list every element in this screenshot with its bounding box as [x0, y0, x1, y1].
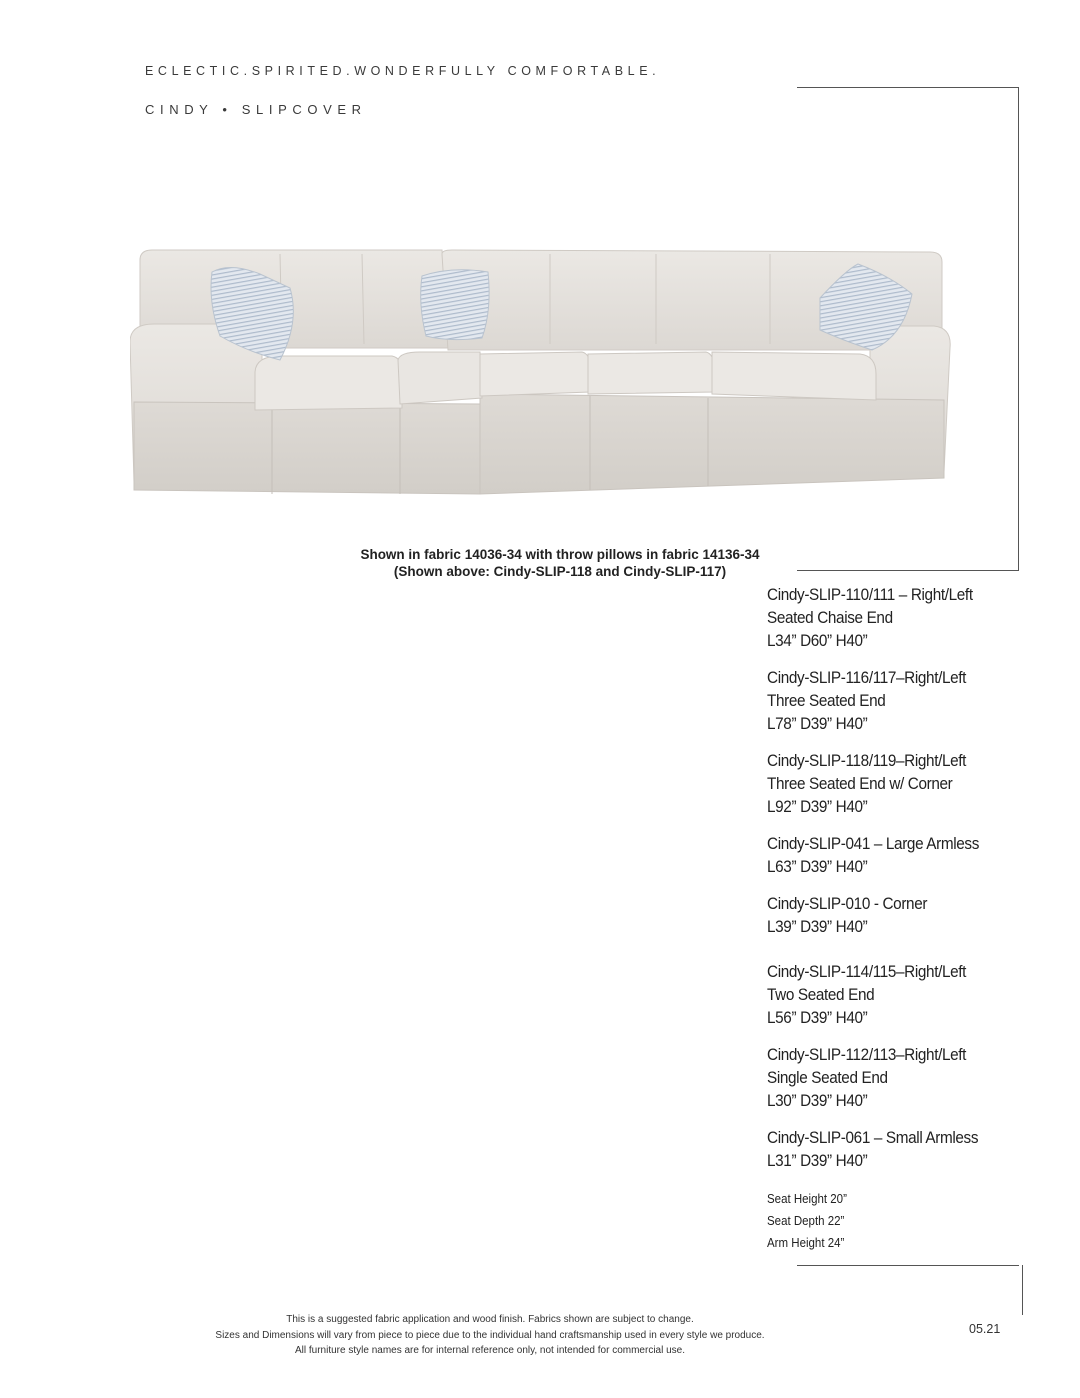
sectional-sofa-image	[130, 232, 960, 512]
spec-item	[767, 960, 966, 1029]
spec-dimensions: L39” D39” H40”	[767, 917, 868, 936]
spec-model: Cindy-SLIP-110/111 – Right/Left	[767, 585, 973, 604]
disclaimer-line: Sizes and Dimensions will vary from piece to piece due to the individual hand craftsmanship used in every style we produce.	[215, 1329, 765, 1341]
arm-height: Arm Height 24”	[767, 1236, 845, 1250]
top-frame-rule	[797, 87, 1019, 88]
seat-height: Seat Height 20”	[767, 1192, 847, 1206]
spec-model: Cindy-SLIP-112/113–Right/Left	[767, 1045, 967, 1064]
spec-description: Single Seated End	[767, 1068, 888, 1087]
spec-item	[767, 892, 927, 938]
spec-item	[767, 666, 966, 735]
spec-dimensions: L92” D39” H40”	[767, 797, 868, 816]
bottom-frame-rule	[797, 1265, 1019, 1266]
spec-item	[767, 583, 973, 652]
spec-model: Cindy-SLIP-116/117–Right/Left	[767, 668, 967, 687]
spec-dimensions: L63” D39” H40”	[767, 857, 868, 876]
footer-disclaimer	[200, 1312, 780, 1359]
spec-dimensions: L56” D39” H40”	[767, 1008, 868, 1027]
spec-dimensions: L34” D60” H40”	[767, 631, 868, 650]
spec-item	[767, 1043, 966, 1112]
spec-description: Three Seated End w/ Corner	[767, 774, 953, 793]
spec-description: Two Seated End	[767, 985, 875, 1004]
spec-model: Cindy-SLIP-118/119–Right/Left	[767, 751, 967, 770]
spec-model: Cindy-SLIP-010 - Corner	[767, 894, 928, 913]
disclaimer-line: All furniture style names are for internal reference only, not intended for commercial use.	[295, 1345, 685, 1356]
right-frame-rule-upper	[1018, 87, 1019, 570]
caption-models: (Shown above: Cindy-SLIP-118 and Cindy-SLIP-117)	[393, 564, 727, 579]
spec-description: Seated Chaise End	[767, 608, 893, 627]
spec-dimensions: L31” D39” H40”	[767, 1151, 868, 1170]
brand-tagline: ECLECTIC.SPIRITED.WONDERFULLY COMFORTABLE.	[145, 64, 661, 78]
spec-model: Cindy-SLIP-041 – Large Armless	[767, 834, 980, 853]
collection-title: CINDY • SLIPCOVER	[145, 102, 367, 117]
spec-dimensions: L30” D39” H40”	[767, 1091, 868, 1110]
photo-caption	[260, 546, 860, 580]
right-frame-rule-lower	[1022, 1265, 1023, 1315]
spec-item	[767, 749, 966, 818]
revision-date: 05.21	[969, 1322, 1001, 1336]
caption-fabric: Shown in fabric 14036-34 with throw pillows in fabric 14136-34	[360, 547, 760, 562]
seat-measurements	[767, 1188, 847, 1254]
spec-item	[767, 1126, 978, 1172]
spec-model: Cindy-SLIP-114/115–Right/Left	[767, 962, 967, 981]
disclaimer-line: This is a suggested fabric application and wood finish. Fabrics shown are subject to change.	[286, 1314, 694, 1325]
spec-item	[767, 832, 979, 878]
seat-depth: Seat Depth 22”	[767, 1214, 845, 1228]
spec-model: Cindy-SLIP-061 – Small Armless	[767, 1128, 979, 1147]
spec-dimensions: L78” D39” H40”	[767, 714, 868, 733]
spec-description: Three Seated End	[767, 691, 886, 710]
